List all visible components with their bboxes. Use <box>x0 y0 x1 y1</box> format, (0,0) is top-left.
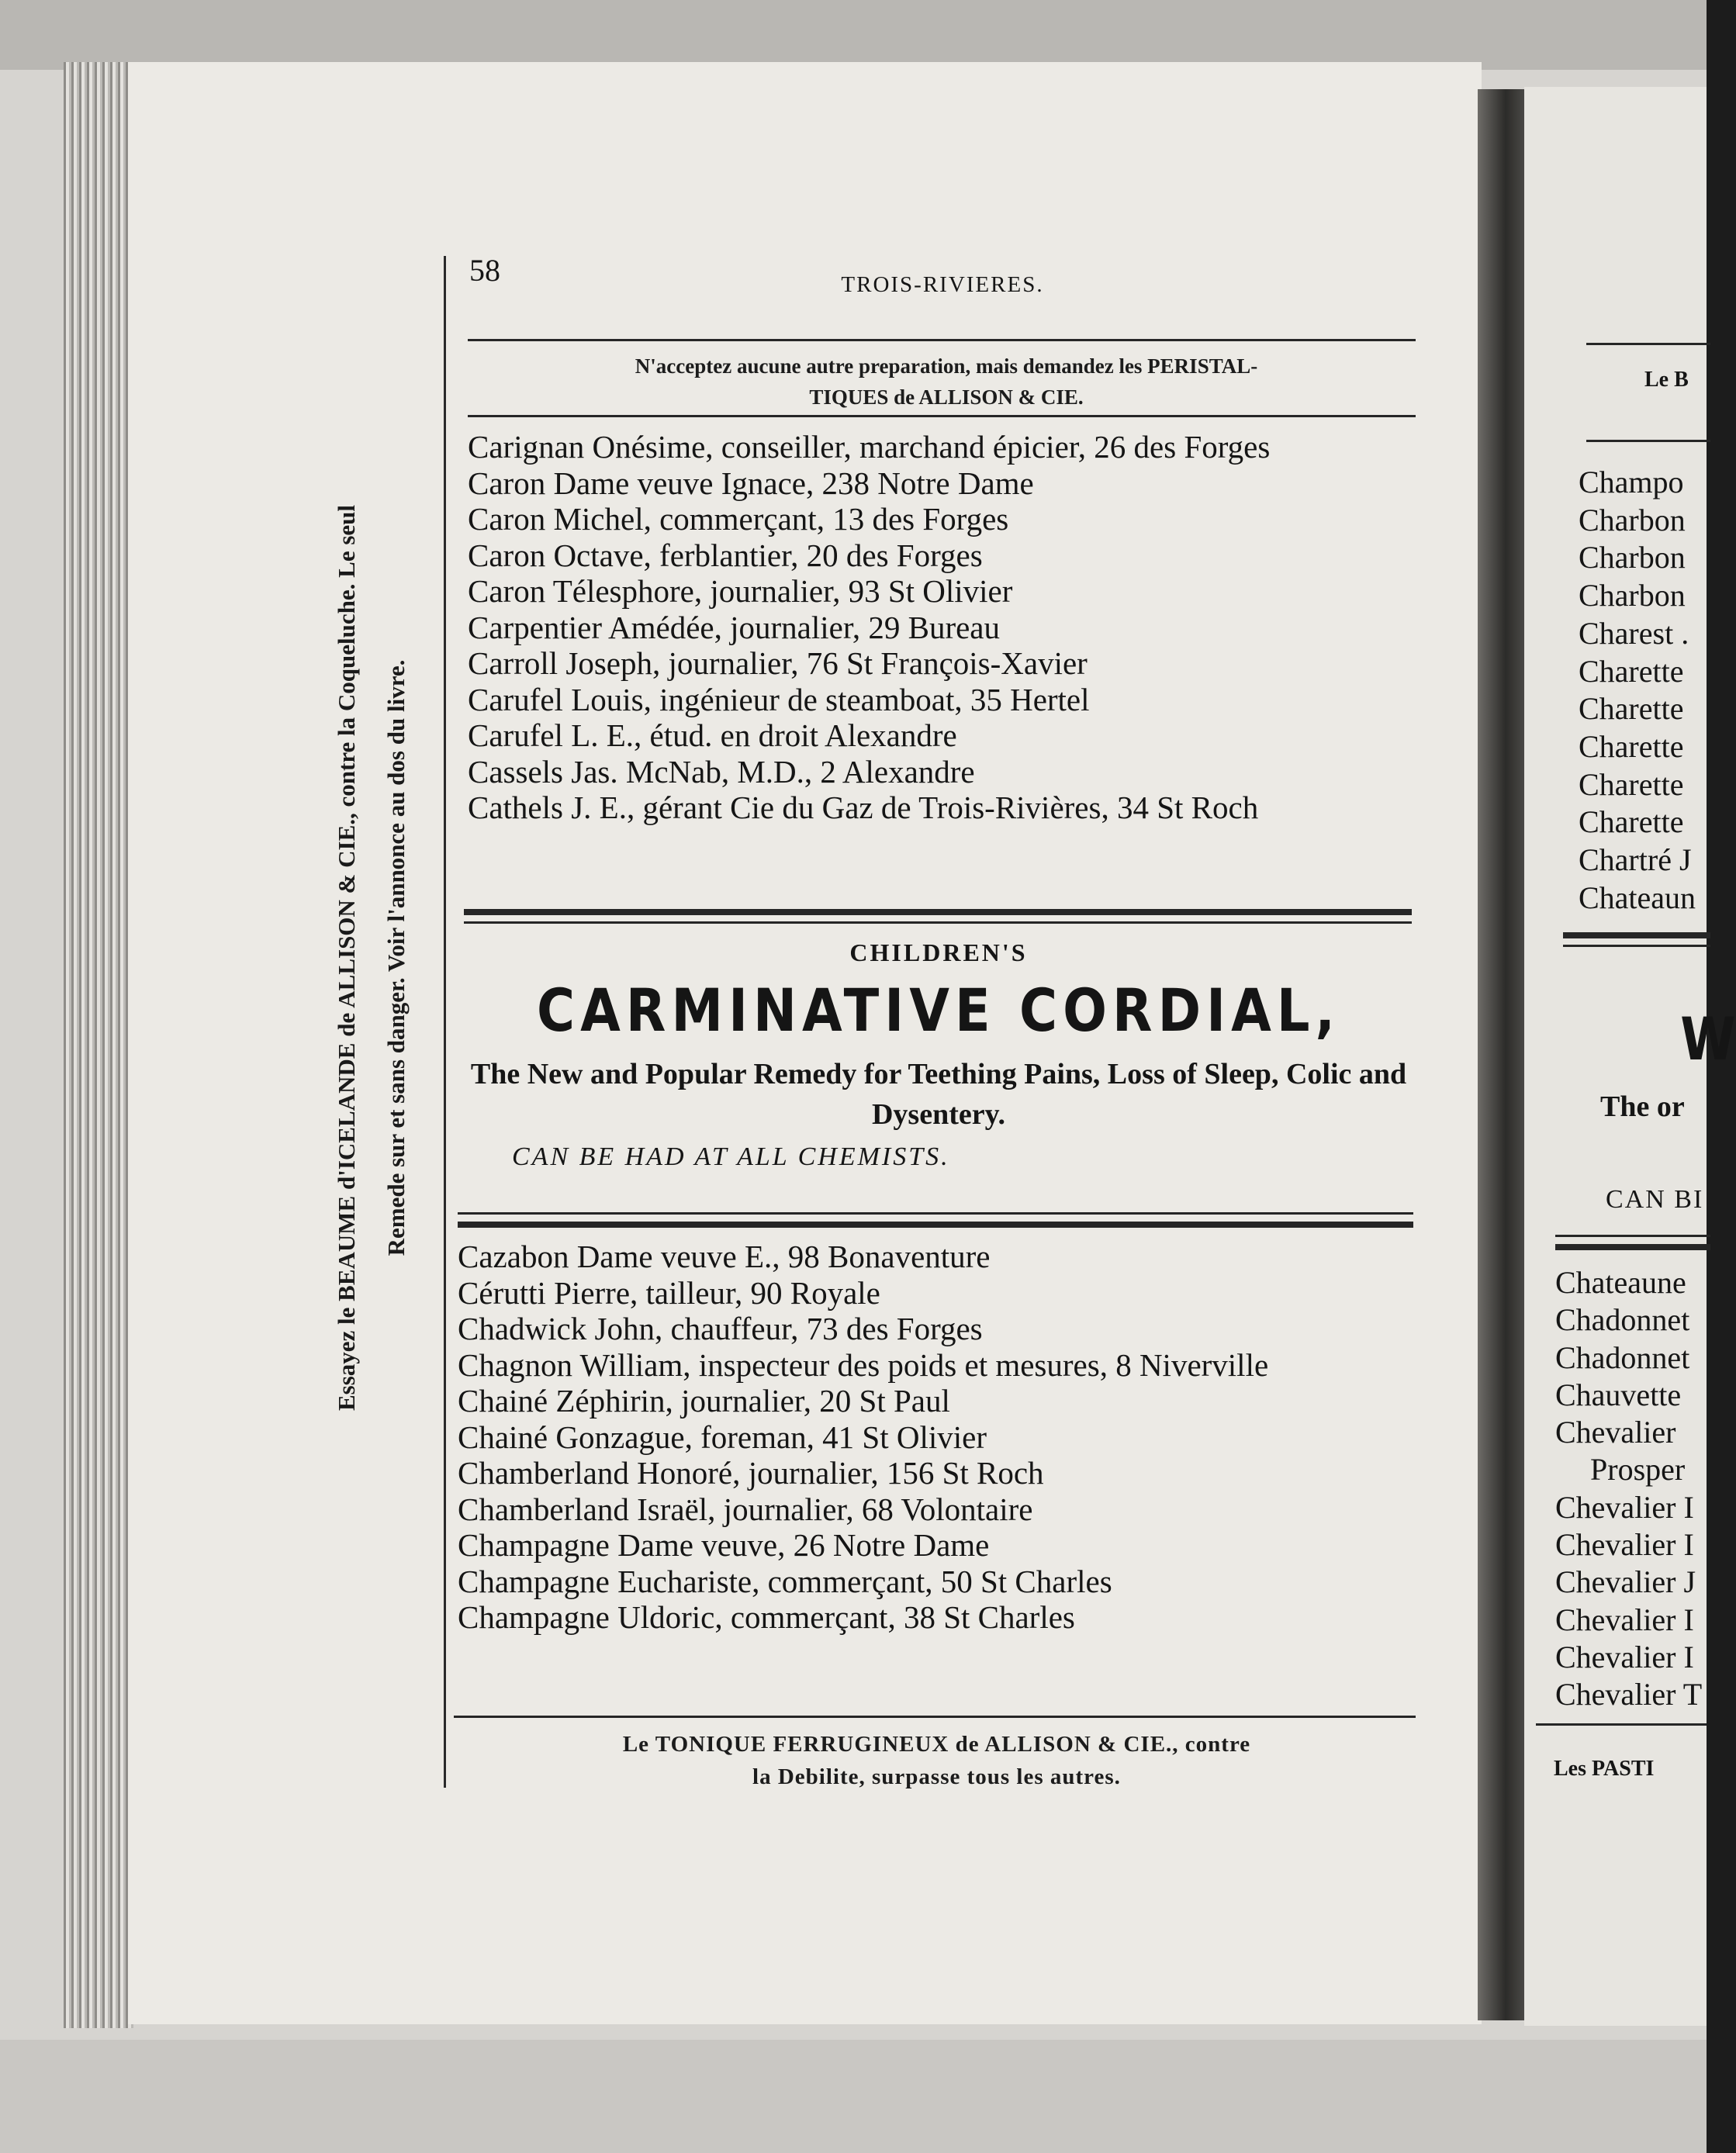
directory-entry: Caron Dame veuve Ignace, 238 Notre Dame <box>468 465 1034 501</box>
header-rule <box>468 339 1416 341</box>
right-page-entry: Chateaune <box>1555 1265 1686 1300</box>
ad-rule-thin-top <box>464 921 1412 924</box>
right-page-entry: Prosper <box>1590 1452 1686 1488</box>
right-page-entry: Chevalier I <box>1555 1489 1694 1525</box>
ad-rule-thin-bottom <box>458 1212 1413 1215</box>
directory-entry: Caron Michel, commerçant, 13 des Forges <box>468 501 1009 537</box>
right-page-rule <box>1555 1235 1710 1237</box>
right-page <box>1524 87 1707 2026</box>
right-page-rule <box>1555 1244 1710 1250</box>
right-page-entry: Chauvette <box>1555 1377 1682 1412</box>
directory-entries-group-2 <box>458 1239 1423 1636</box>
directory-entry: Cérutti Pierre, tailleur, 90 Royale <box>458 1274 880 1311</box>
bottom-ad-line-1: Le TONIQUE FERRUGINEUX de ALLISON & CIE., contre <box>622 1732 1251 1757</box>
right-page-entry: Chevalier J <box>1555 1564 1696 1600</box>
ad-title: CARMINATIVE CORDIAL, <box>537 976 1340 1045</box>
directory-entry: Chainé Gonzague, foreman, 41 St Olivier <box>458 1419 987 1455</box>
directory-entry: Chagnon William, inspecteur des poids et mesures, 8 Niverville <box>458 1346 1269 1383</box>
scan-bottom-border <box>0 2040 1707 2153</box>
right-page-entry: Chadonnet <box>1555 1302 1690 1338</box>
page-number: 58 <box>469 253 500 288</box>
carminative-cordial-advertisement <box>458 938 1420 1172</box>
directory-entry: Chadwick John, chauffeur, 73 des Forges <box>458 1311 983 1346</box>
right-page-entry: Chevalier <box>1555 1415 1676 1450</box>
directory-entry: Cazabon Dame veuve E., 98 Bonaventure <box>458 1239 991 1274</box>
directory-entry: Chainé Zéphirin, journalier, 20 St Paul <box>458 1383 950 1419</box>
right-page-rule <box>1563 945 1710 947</box>
side-advertisement <box>322 225 423 1691</box>
directory-entry: Carufel Louis, ingénieur de steamboat, 35 Hertel <box>468 681 1090 717</box>
right-page-entry: Charette <box>1579 766 1684 802</box>
right-page-entry: Chevalier I <box>1555 1527 1694 1563</box>
directory-entry: Cathels J. E., gérant Cie du Gaz de Trois-Rivières, 34 St Roch <box>468 790 1259 825</box>
right-page-entry: Chevalier I <box>1555 1602 1694 1637</box>
top-ad-rule <box>468 415 1416 417</box>
directory-entry: Caron Télesphore, journalier, 93 St Olivier <box>468 573 1013 609</box>
directory-entries-group-1 <box>468 429 1423 826</box>
right-page-ad-desc-fragment: The or <box>1600 1090 1685 1123</box>
right-page-entry: Champo <box>1579 465 1684 499</box>
directory-entry: Carpentier Amédée, journalier, 29 Bureau <box>468 609 1000 645</box>
directory-entry: Carufel L. E., étud. en droit Alexandre <box>468 717 957 753</box>
footer-rule <box>454 1716 1416 1718</box>
directory-entry: Cassels Jas. McNab, M.D., 2 Alexandre <box>468 753 975 790</box>
right-page-rule <box>1563 932 1710 938</box>
scan-top-border <box>0 0 1707 70</box>
page-edges <box>64 62 133 2028</box>
right-page-entry: Chevalier I <box>1555 1639 1694 1674</box>
directory-entry: Champagne Eucharistе, commerçant, 50 St Charles <box>458 1563 1112 1599</box>
right-page-rule <box>1586 343 1710 345</box>
right-page-rule <box>1586 440 1710 442</box>
right-page-entry: Chadonnet <box>1555 1339 1690 1375</box>
right-page-entry: Charbon <box>1579 502 1686 537</box>
bottom-ad-line-2: la Debilite, surpasse tous les autres. <box>752 1764 1121 1789</box>
right-page-entry: Charest . <box>1579 615 1689 651</box>
ad-availability: CAN BE HAD AT ALL CHEMISTS. <box>512 1142 950 1171</box>
directory-entry: Champagne Uldoric, commerçant, 38 St Charles <box>458 1599 1075 1635</box>
right-page-ad-avail-fragment: CAN BI <box>1606 1185 1704 1214</box>
ad-description: The New and Popular Remedy for Teething Pains, Loss of Sleep, Colic and Dysentery. <box>470 1058 1407 1131</box>
right-page-entry: Charbon <box>1579 578 1686 613</box>
ad-kicker: CHILDREN'S <box>849 938 1028 966</box>
right-page-entry: Charette <box>1579 804 1684 840</box>
bottom-advertisement <box>454 1728 1420 1793</box>
running-title: TROIS-RIVIERES. <box>841 272 1044 297</box>
margin-rule <box>444 256 446 1788</box>
top-ad-line-1: N'acceptez aucune autre preparation, mais demandez les PERISTAL- <box>635 354 1258 378</box>
right-page-entry: Charette <box>1579 728 1684 764</box>
side-ad-line-2: Remede sur et sans danger. Voir l'annonce au dos du livre. <box>382 659 410 1256</box>
right-page-entries-bottom <box>1555 1264 1702 1714</box>
right-page-header-fragment: Le B <box>1644 368 1689 392</box>
directory-entry: Carignan Onésime, conseiller, marchand épicier, 26 des Forges <box>468 429 1271 465</box>
top-ad-line-2: TIQUES de ALLISON & CIE. <box>809 385 1084 409</box>
ad-rule-thick-top <box>464 909 1412 915</box>
right-page-footer-fragment: Les PASTI <box>1554 1757 1655 1781</box>
right-page-entry: Chartré J <box>1579 842 1692 878</box>
right-page-entry: Chateaun <box>1579 880 1696 915</box>
ad-rule-thick-bottom <box>458 1222 1413 1228</box>
right-page-entry: Charette <box>1579 691 1684 727</box>
directory-entry: Champagne Dame veuve, 26 Notre Dame <box>458 1527 990 1563</box>
directory-entry: Chamberland Israël, journalier, 68 Volontaire <box>458 1491 1033 1527</box>
directory-entry: Caron Octave, ferblantier, 20 des Forges <box>468 537 983 573</box>
right-page-entry: Charette <box>1579 653 1684 689</box>
directory-entry: Chamberland Honoré, journalier, 156 St Roch <box>458 1455 1044 1491</box>
right-page-entry: Charbon <box>1579 540 1686 575</box>
directory-entry: Carroll Joseph, journalier, 76 St François-Xavier <box>468 645 1088 681</box>
side-ad-line-1: Essayez le BEAUME d'ICELANDE de ALLISON & CIE., contre la Coqueluche. Le seul <box>333 504 360 1412</box>
right-page-ad-title-fragment: W <box>1680 1004 1736 1073</box>
book-gutter <box>1478 89 1524 2020</box>
right-page-entry: Chevalier T <box>1555 1677 1703 1712</box>
top-advertisement <box>481 351 1412 413</box>
page-header <box>469 252 1416 297</box>
right-page-entries-top <box>1579 464 1696 917</box>
right-page-rule <box>1536 1723 1707 1726</box>
